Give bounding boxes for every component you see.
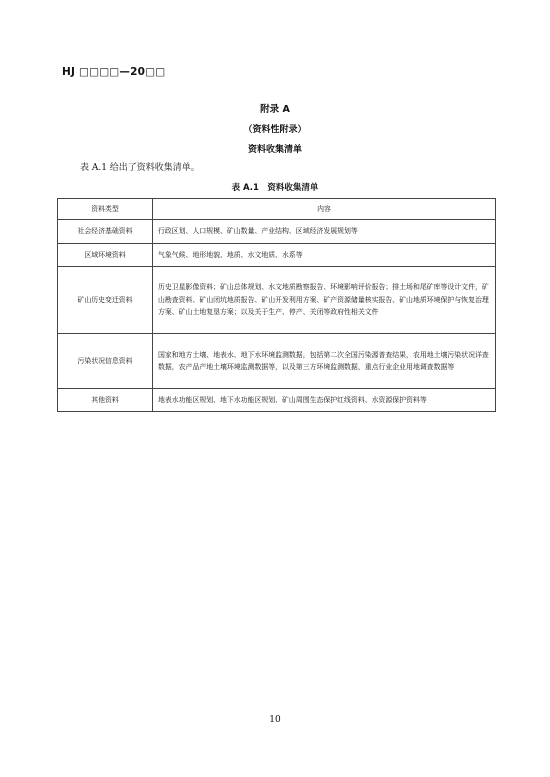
content-cell: 国家和地方土壤、地表水、地下水环境监测数据，包括第二次全国污染源普查结果，农用地土壤污染状况详查数据，农产品产地土壤环境监测数据等，以及第三方环境监测数据，重点行业企业用地调查数据等: [153, 334, 496, 389]
annex-type: （资料性附录）: [243, 125, 307, 135]
table-row: [58, 220, 496, 244]
column-header-content: 内容: [153, 199, 496, 220]
table-caption: 表 A.1 资料收集清单: [231, 183, 319, 193]
page-number: 10: [269, 715, 281, 725]
content-cell: 地表水功能区规划、地下水功能区规划、矿山周围生态保护红线资料、水资源保护资料等: [153, 389, 496, 412]
standard-code: HJ □□□□—20□□: [62, 66, 166, 78]
type-cell: 区域环境资料: [58, 244, 153, 267]
annex-title: 附录 A: [260, 104, 290, 115]
table-row: [58, 334, 496, 389]
table-row: [58, 267, 496, 334]
intro-paragraph: 表 A.1 给出了资料收集清单。: [80, 163, 200, 173]
content-cell: 行政区划、人口规模、矿山数量、产业结构、区域经济发展规划等: [153, 220, 496, 244]
column-header-type: 资料类型: [58, 199, 153, 220]
content-cell: 历史卫星影像资料；矿山总体规划、水文地质勘察报告、环境影响评价报告；排土场和尾矿库等设计文件，矿山勘查资料、矿山闭坑地质报告、矿山开发利用方案、矿产资源储量核实报告、矿山地质环境保护与恢复治理方案、矿山土地复垦方案；以及关于生产、停产、关闭等政府性相关文件: [153, 267, 496, 334]
type-cell: 矿山历史变迁资料: [58, 267, 153, 334]
table-header-row: [58, 199, 496, 220]
data-collection-table: [57, 198, 496, 412]
table-row: [58, 244, 496, 267]
annex-name: 资料收集清单: [247, 145, 302, 155]
type-cell: 其他资料: [58, 389, 153, 412]
type-cell: 污染状况信息资料: [58, 334, 153, 389]
table-row: [58, 389, 496, 412]
content-cell: 气象气候、地形地貌、地质、水文地质、水系等: [153, 244, 496, 267]
type-cell: 社会经济基础资料: [58, 220, 153, 244]
